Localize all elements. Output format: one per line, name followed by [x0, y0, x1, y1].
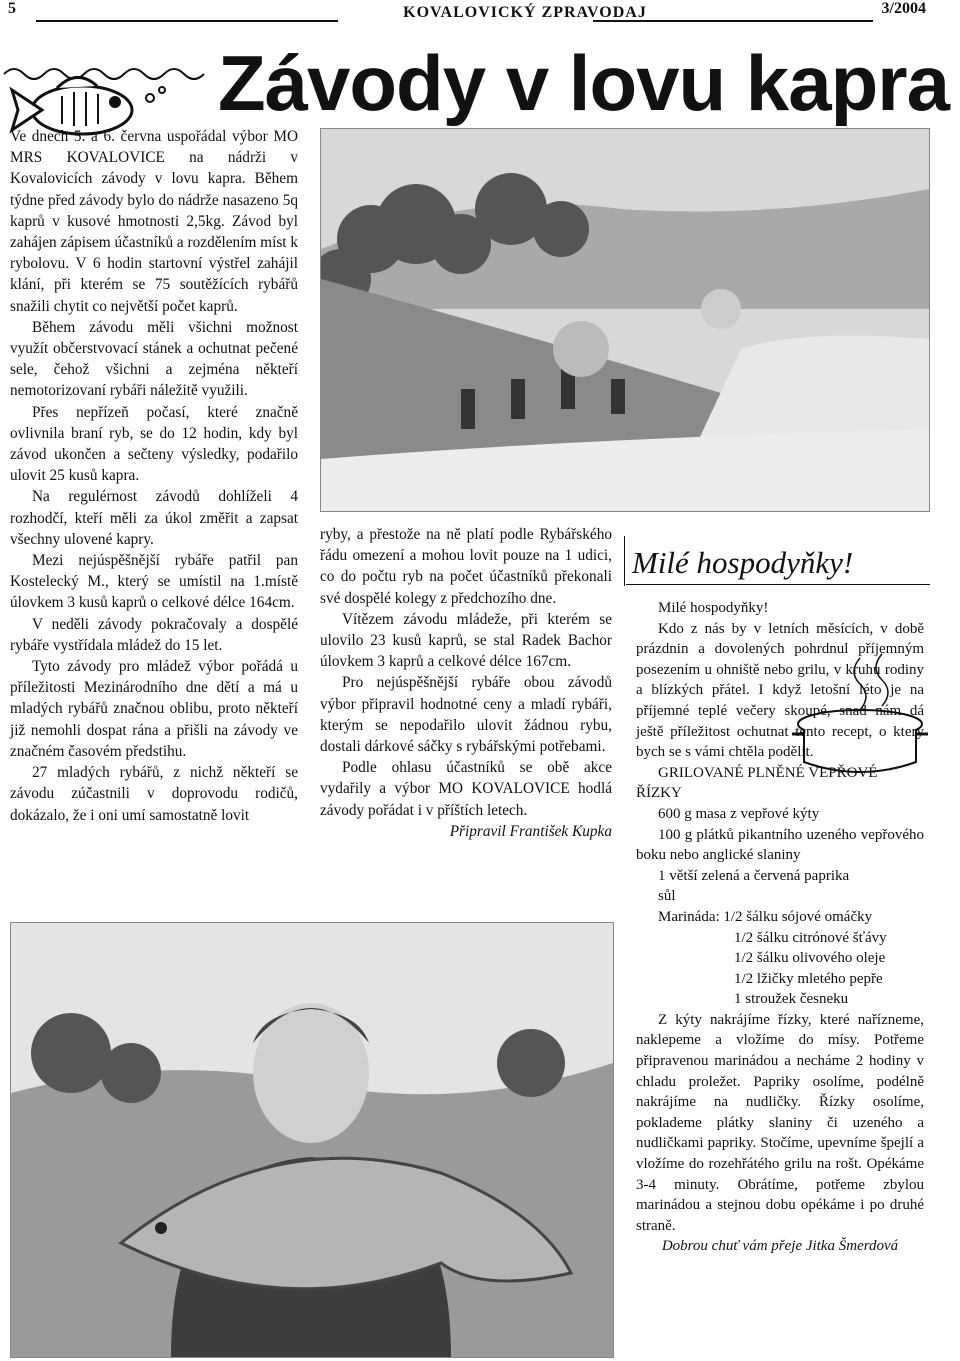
paragraph: Vítězem závodu mládeže, při kterém se ulovilo 23 kusů kaprů, se stal Radek Bachor úlovkem 3 kaprů a celkové délce 167cm.: [320, 610, 612, 671]
paragraph: Ve dnech 5. a 6. června uspořádal výbor MO MRS KOVALOVICE na nádrži v Kovalovicích závody v lovu kapra. Během týdne před závody bylo do nádrže nasazeno 5q kaprů v kusové hmotnosti 2,5kg. Závod byl zahájen zápisem účastníků a rozdělením míst k rybolovu. V 6 hodin startovní výstřel zahájil klání, při kterém se 75 soutěžících rybářů snažili chytit co největší počet kaprů.: [10, 128, 298, 315]
paragraph: Podle ohlasu účastníků se obě akce vydařily a výbor MO KOVALOVICE hodlá závody pořádat i v příštích letech.: [320, 759, 612, 819]
boy-with-carp-photo: [10, 922, 614, 1358]
article-column-2: [320, 524, 612, 842]
pond-fishing-photo: [320, 128, 930, 512]
paragraph: Mezi nejúspěšnější rybáře patřil pan Kostelecký M., který se umístil na 1.místě úlovkem 3 kusů kaprů o celkové délce 164cm.: [10, 552, 298, 612]
paragraph: Na regulérnost závodů dohlíželi 4 rozhodčí, kteří měli za úkol změřit a zapsat všechny ulovené kapry.: [10, 488, 298, 548]
marinade-item: 1/2 lžičky mletého pepře: [734, 970, 883, 987]
ingredient: sůl: [658, 888, 676, 905]
author-signature: Připravil František Kupka: [449, 822, 612, 840]
paragraph: Tyto závody pro mládež výbor pořádá u příležitosti Mezinárodního dne dětí a má u mladých rybářů značnou oblibu, proto někteří již nemohli dospat rána a přišli na závody ve značném časovém předstihu.: [10, 658, 298, 760]
recipe-heading: Milé hospodyňky!: [632, 545, 854, 580]
paragraph: Pro nejúspěšnější rybáře obou závodů výbor připravil hodnotné ceny a mladí rybáři, kterým se nepodařilo ulovit žádnou rybu, dostali dárkové sáčky s rybářskými potřebami.: [320, 674, 612, 756]
issue-number: 3/2004: [881, 0, 926, 17]
marinade-item: 1/2 šálku citrónové šťávy: [734, 929, 887, 946]
ingredient: 1 větší zelená a červená paprika: [658, 867, 850, 884]
marinade-item: 1 stroužek česneku: [734, 991, 849, 1008]
recipe-greeting: Milé hospodyňky!: [658, 600, 769, 616]
header-rule-right: [593, 20, 873, 22]
box-border-bottom: [626, 584, 930, 585]
dish-name: GRILOVANÉ PLNĚNÉ VEPŘOVÉ ŘÍZKY: [636, 764, 878, 802]
recipe-method: Z kýty nakrájíme řízky, které nařízneme, naklepeme a vložíme do mísy. Potřeme připravenou marinádou a necháme 2 hodiny v chladu proležet. Papriky osolíme, podélně nakrájíme na nudličky. Řízky osolíme, poklademe plátky slaniny či uzeného a nudličkami papriky. Stočíme, upevníme špejlí a vložíme do rozehřátého grilu na rošt. Opékáme 3-4 minuty. Obrátíme, potřeme zbylou marinádou a stejnou dobu opékáme i po druhé straně.: [636, 1011, 924, 1234]
paragraph: Přes nepřízeň počasí, které značně ovlivnila braní ryb, se do 12 hodin, kdy byl závod ukončen a sečteny výsledky, podařilo ulovit 25 kusů kapra.: [10, 403, 298, 485]
recipe-signature: Dobrou chuť vám přeje Jitka Šmerdová: [661, 1238, 899, 1255]
article-title: Závody v lovu kapra: [218, 39, 949, 127]
header-rule-left: [36, 20, 338, 22]
masthead: KOVALOVICKÝ ZPRAVODAJ: [403, 4, 647, 21]
marinade-item: 1/2 šálku olivového oleje: [734, 950, 886, 967]
ingredient: 100 g plátků pikantního uzeného vepřového boku nebo anglické slaniny: [636, 826, 924, 864]
recipe-text: [636, 598, 924, 1257]
paragraph: Během závodu měli všichni možnost využít občerstvovací stánek a ochutnat pečené sele, čehož všichni a zejména někteří nemotorizovaní rybáři náležitě využili.: [10, 318, 298, 400]
page-number: 5: [8, 0, 16, 17]
box-border-left: [624, 536, 625, 586]
article-column-1: [10, 126, 298, 826]
paragraph: V neděli závody pokračovaly a dospělé rybáře vystřídala mládež do 15 let.: [10, 615, 298, 654]
paragraph: ryby, a přestože na ně platí podle Rybářského řádu omezení a mohou lovit pouze na 1 udici, co do počtu ryb na počet účastníků překonali své dospělé kolegy z předchozího dne.: [320, 526, 612, 607]
ingredient: 600 g masa z vepřové kýty: [658, 805, 820, 822]
paragraph: 27 mladých rybářů, z nichž někteří se závodu zúčastnili v doprovodu rodičů, dokázalo, že i oni umí samostatně lovit: [10, 764, 298, 824]
recipe-intro: Kdo z nás by v letních měsících, v době prázdnin a dovolených pohrdnul příjemným posezením u ohniště nebo grilu, v kruhu rodiny a blízkých přátel. I když letošní léto je na příjemné teplé večery skoupé, snad nám dá ještě příležitost ochutnat tento recept, o který bych se s vámi chtěla podělit.: [636, 620, 924, 761]
marinade-label: Marináda: 1/2 šálku sójové omáčky: [658, 908, 873, 925]
